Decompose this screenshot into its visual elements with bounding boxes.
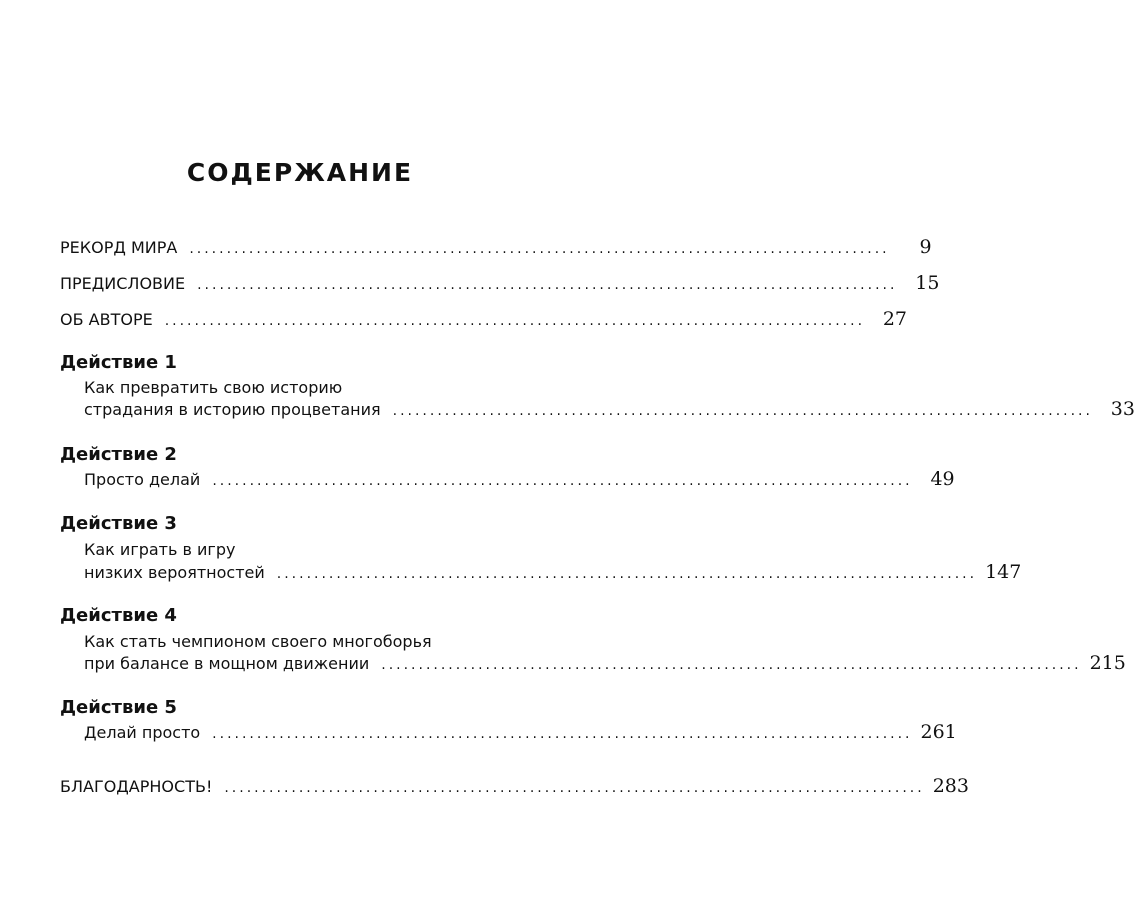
act-heading: Действие 3 (60, 513, 177, 534)
entry-label: РЕКОРД МИРА (60, 238, 178, 257)
entry-label: Просто делай (84, 470, 201, 489)
page-number: 27 (882, 308, 908, 330)
toc-entry (84, 561, 1022, 589)
act-heading: Действие 2 (60, 444, 177, 465)
page-number: 283 (932, 775, 969, 797)
dot-leader: .............................................................................................. (381, 657, 1082, 673)
entry-label: Делай просто (84, 723, 201, 742)
dot-leader: .............................................................................................. (212, 473, 913, 489)
page-number: 15 (915, 272, 940, 294)
toc-entry (60, 236, 932, 264)
entry-label: БЛАГОДАРНОСТЬ! (60, 777, 213, 796)
page-number: 261 (920, 721, 957, 743)
dot-leader: .............................................................................................. (197, 277, 898, 293)
dot-leader: .............................................................................................. (224, 780, 925, 796)
toc-entry (84, 721, 957, 749)
toc-entry (60, 308, 908, 336)
dot-leader: .............................................................................................. (164, 313, 866, 329)
toc-title: СОДЕРЖАНИЕ (186, 158, 414, 187)
toc-entry (84, 468, 955, 496)
page-number: 215 (1089, 652, 1126, 674)
entry-line: Как превратить свою историю (84, 378, 343, 397)
dot-leader: .............................................................................................. (276, 566, 978, 582)
entry-label: страдания в историю процветания (84, 400, 381, 419)
page-number: 49 (930, 468, 955, 490)
dot-leader: .............................................................................................. (212, 726, 913, 742)
entry-label: при балансе в мощном движении (84, 654, 370, 673)
dot-leader: .............................................................................................. (189, 241, 890, 257)
act-heading: Действие 4 (60, 605, 177, 626)
entry-line: Как стать чемпионом своего многоборья (84, 632, 432, 651)
page-number: 147 (985, 561, 1022, 583)
toc-entry (84, 652, 1126, 680)
page-number: 33 (1110, 398, 1135, 420)
toc-entry (84, 398, 1135, 426)
toc-entry (60, 272, 940, 300)
entry-label: ПРЕДИСЛОВИЕ (60, 274, 186, 293)
entry-label: ОБ АВТОРЕ (60, 310, 153, 329)
toc-entry (60, 775, 969, 803)
act-heading: Действие 5 (60, 697, 177, 718)
entry-line: Как играть в игру (84, 540, 236, 559)
entry-label: низких вероятностей (84, 563, 265, 582)
dot-leader: .............................................................................................. (392, 403, 1093, 419)
act-heading: Действие 1 (60, 352, 177, 373)
page-number: 9 (919, 236, 932, 258)
